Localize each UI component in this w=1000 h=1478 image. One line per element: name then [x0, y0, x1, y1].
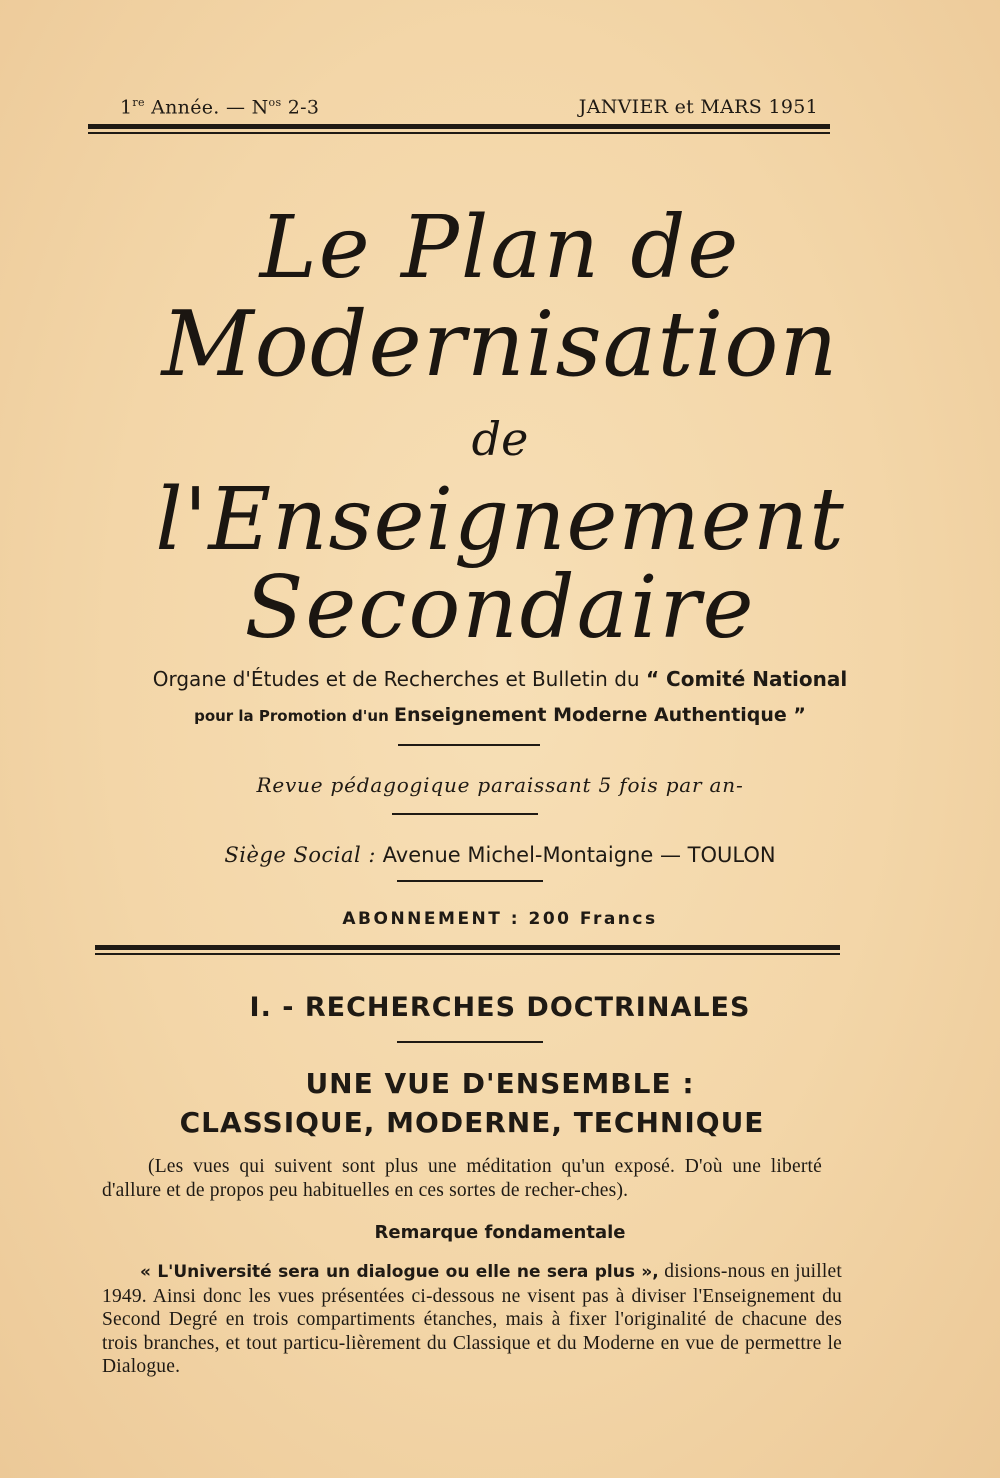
organe-line-2	[60, 704, 940, 726]
siege-address: Avenue Michel-Montaigne — TOULON	[376, 843, 776, 867]
section-double-rule	[95, 945, 840, 957]
organe-text: Organe d'Études et de Recherches et Bulletin du	[152, 667, 646, 691]
divider	[398, 744, 540, 746]
section-title: I. - RECHERCHES DOCTRINALES	[249, 992, 751, 1023]
remarque-heading: Remarque fondamentale	[374, 1222, 626, 1243]
siege-label: Siège Social :	[224, 843, 376, 867]
year-label: Année. — N	[144, 96, 269, 119]
body-paragraph	[102, 1260, 842, 1379]
header-double-rule	[88, 124, 830, 135]
title-line-3: de	[471, 412, 529, 466]
title-line-2: Modernisation	[161, 292, 839, 397]
article-title-line-1: UNE VUE D'ENSEMBLE :	[305, 1067, 695, 1100]
divider	[397, 1041, 543, 1043]
issue-number: 2-3	[281, 96, 320, 119]
revue-tagline: Revue pédagogique paraissant 5 fois par an-	[256, 773, 744, 797]
year-number: 1	[120, 96, 133, 119]
number-suffix: os	[268, 96, 282, 109]
issue-date: JANVIER et MARS 1951	[578, 96, 818, 118]
issue-label	[120, 96, 319, 118]
body-quote: « L'Université sera un dialogue ou elle ne sera plus »,	[140, 1262, 659, 1282]
divider	[392, 813, 538, 815]
body-text: disions-nous en juillet 1949. Ainsi donc les vues présentées ci-dessous ne visent pas à diviser l'Enseignement du Second Degré en trois compartiments étanches, mais à fixer l'originalité de chacune des trois branches, et tout particu-lièrement du Classique et du Moderne en vue de permettre le Dialogue.	[102, 1261, 842, 1378]
siege-social	[100, 843, 900, 868]
title-line-1: Le Plan de	[259, 198, 741, 298]
organe-promotion: pour la Promotion d'un	[194, 707, 394, 725]
divider	[397, 880, 543, 882]
organe-committee: “ Comité National	[645, 667, 848, 691]
year-suffix: re	[132, 96, 145, 109]
title-line-5: Secondaire	[244, 558, 756, 658]
article-title-line-2: CLASSIQUE, MODERNE, TECHNIQUE	[179, 1106, 765, 1139]
abonnement: ABONNEMENT : 200 Francs	[342, 909, 658, 929]
organe-line-1	[60, 667, 940, 691]
title-line-4: l'Enseignement	[155, 470, 845, 570]
intro-paragraph: (Les vues qui suivent sont plus une méditation qu'un exposé. D'où une liberté d'allure et de propos peu habituelles en ces sortes de recher-ches).	[102, 1156, 822, 1201]
organe-enseignement: Enseignement Moderne Authentique ”	[393, 704, 806, 726]
